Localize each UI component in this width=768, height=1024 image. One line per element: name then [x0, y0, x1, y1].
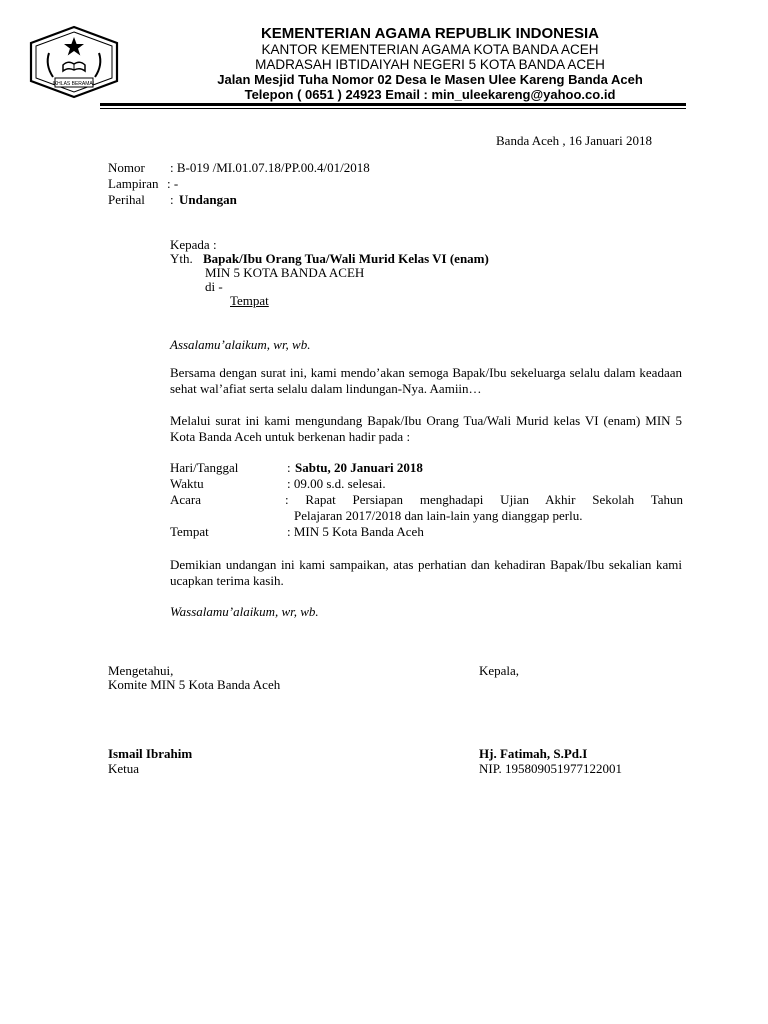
paragraph-opening: Bersama dengan surat ini, kami mendo’akan semoga Bapak/Ibu sekeluarga selalu dalam keadaan sehat wal’afiat serta selalu dalam lindungan-Nya. Aamiin… — [170, 365, 682, 396]
greeting: Assalamu’alaikum, wr, wb. — [170, 337, 311, 352]
perihal-colon: : — [170, 192, 174, 207]
recipient-school: MIN 5 KOTA BANDA ACEH — [205, 265, 365, 280]
nomor-value: : B-019 /MI.01.07.18/PP.00.4/01/2018 — [170, 160, 370, 175]
lampiran-value: : - — [167, 176, 179, 191]
hari-label: Hari/Tanggal — [170, 460, 239, 475]
waktu-label: Waktu — [170, 476, 204, 491]
paragraph-closing: Demikian undangan ini kami sampaikan, atas perhatian dan kehadiran Bapak/Ibu sekalian kami ucapkan terima kasih. — [170, 557, 682, 588]
right-signatory-nip: NIP. 195809051977122001 — [479, 761, 623, 776]
left-signatory-title: Mengetahui, — [108, 663, 174, 678]
tempat-label: Tempat — [170, 524, 209, 539]
lampiran-label: Lampiran — [108, 176, 159, 191]
left-signatory-org: Komite MIN 5 Kota Banda Aceh — [108, 677, 281, 692]
right-signatory-name: Hj. Fatimah, S.Pd.I — [479, 746, 588, 761]
recipient-name: Bapak/Ibu Orang Tua/Wali Murid Kelas VI (enam) — [203, 251, 489, 266]
closing-greeting: Wassalamu’alaikum, wr, wb. — [170, 604, 319, 619]
recipient-di: di - — [205, 279, 223, 294]
nomor-label: Nomor — [108, 160, 145, 175]
acara-value: : Rapat Persiapan menghadapi Ujian Akhir Sekolah Tahun — [285, 492, 683, 507]
acara-label: Acara — [170, 492, 202, 507]
letterhead-ministry: KEMENTERIAN AGAMA REPUBLIK INDONESIA — [260, 25, 600, 42]
letterhead-address: Jalan Mesjid Tuha Nomor 02 Desa Ie Masen Ulee Kareng Banda Aceh — [217, 72, 643, 87]
left-signatory-role: Ketua — [108, 761, 140, 776]
tempat-value: : MIN 5 Kota Banda Aceh — [287, 524, 424, 539]
letterhead-office: KANTOR KEMENTERIAN AGAMA KOTA BANDA ACEH — [261, 42, 599, 57]
kepada-label: Kepada : — [170, 237, 217, 252]
letterhead-school: MADRASAH IBTIDAIYAH NEGERI 5 KOTA BANDA ACEH — [255, 57, 605, 72]
paragraph-invitation: Melalui surat ini kami mengundang Bapak/Ibu Orang Tua/Wali Murid kelas VI (enam) MIN 5 Kota Banda Aceh untuk berkenan hadir pada : — [170, 413, 682, 444]
letterhead-rule-thick — [100, 103, 686, 106]
ministry-emblem-logo — [27, 25, 121, 99]
left-signatory-name: Ismail Ibrahim — [108, 746, 193, 761]
right-signatory-title: Kepala, — [479, 663, 520, 678]
letter-date: Banda Aceh , 16 Januari 2018 — [496, 133, 652, 148]
recipient-tempat: Tempat — [230, 293, 269, 308]
waktu-value: : 09.00 s.d. selesai. — [287, 476, 386, 491]
letterhead-contact: Telepon ( 0651 ) 24923 Email : min_uleekareng@yahoo.co.id — [244, 87, 616, 102]
letterhead-rule-thin — [100, 108, 686, 109]
acara-value-continued: Pelajaran 2017/2018 dan lain-lain yang dianggap perlu. — [294, 508, 583, 523]
perihal-label: Perihal — [108, 192, 145, 207]
perihal-value: Undangan — [179, 192, 237, 207]
logo-ribbon-text: IKHLAS BERAMAL — [52, 81, 96, 87]
hari-value: Sabtu, 20 Januari 2018 — [295, 460, 423, 475]
hari-colon: : — [287, 460, 291, 475]
yth-label: Yth. — [170, 251, 193, 266]
